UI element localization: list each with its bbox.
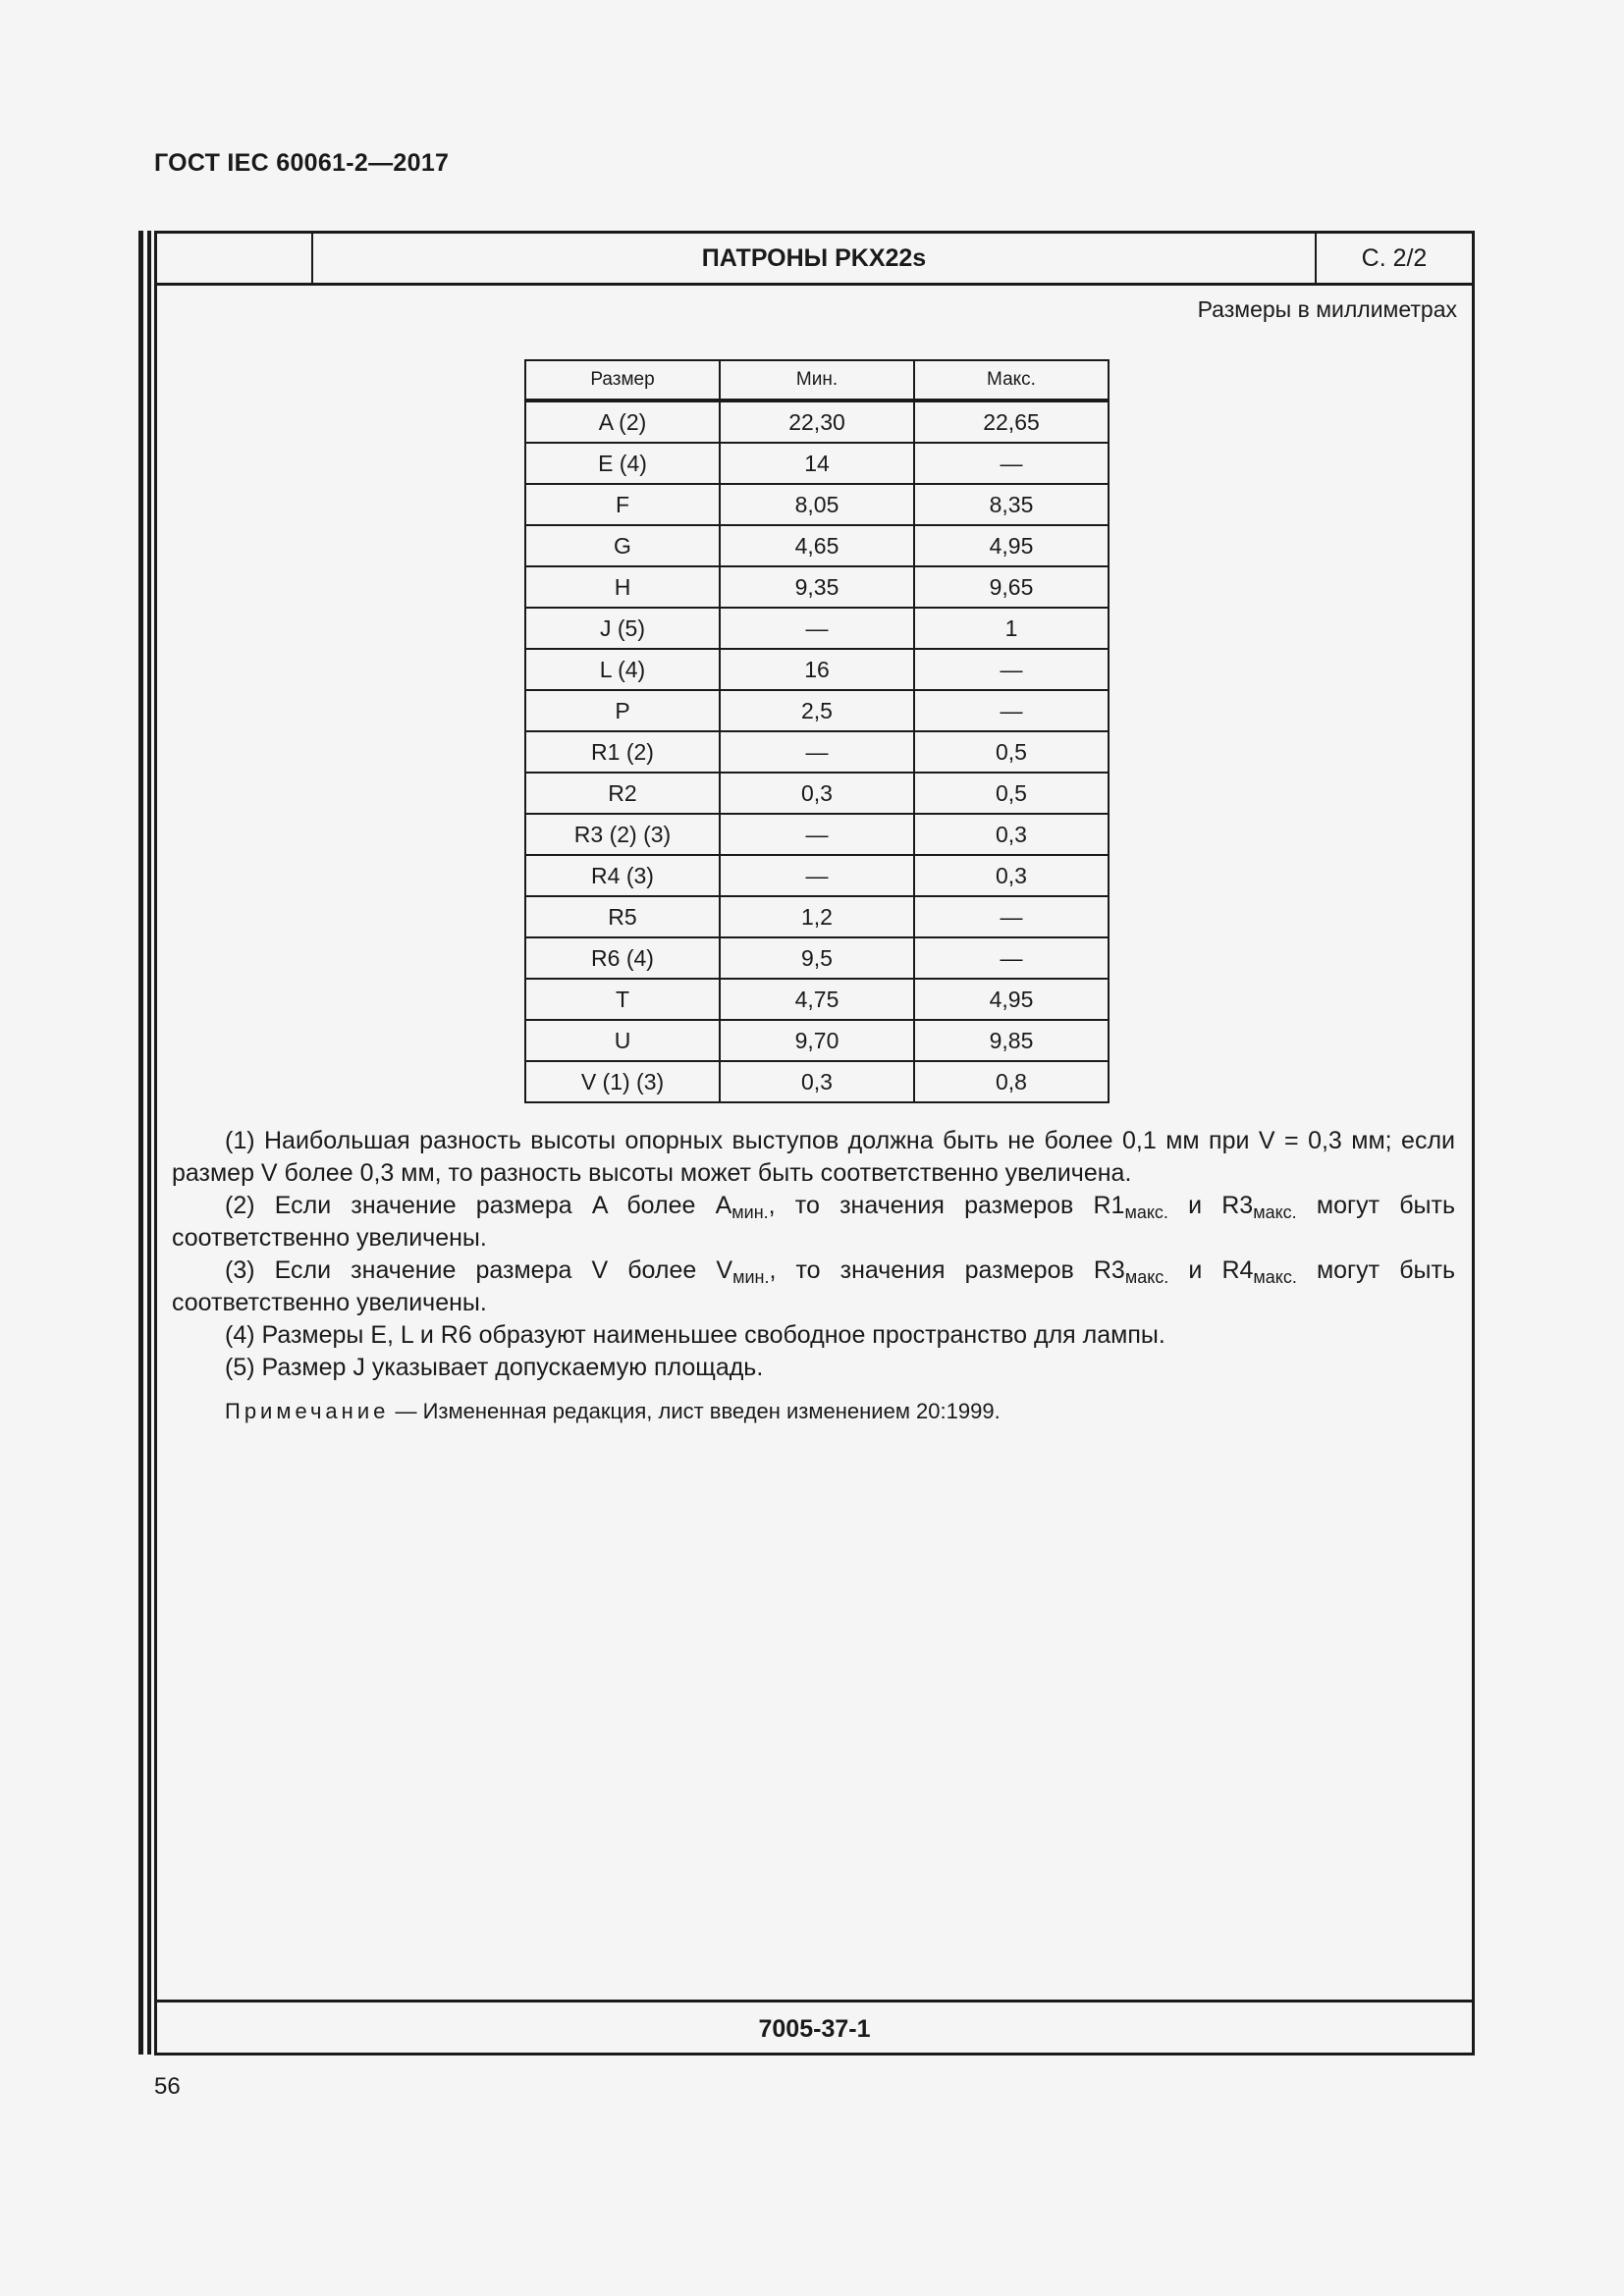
cell-max: 0,3	[914, 814, 1109, 855]
footnote-5: (5) Размер J указывает допускаемую площадь.	[225, 1354, 764, 1381]
cell-dimension: R4 (3)	[525, 855, 720, 896]
cell-dimension: J (5)	[525, 608, 720, 649]
cell-min: —	[720, 814, 914, 855]
cell-max: —	[914, 937, 1109, 979]
footnote-2-text-d: могут быть соответственно увеличены.	[172, 1192, 1455, 1252]
cell-dimension: G	[525, 525, 720, 566]
column-header-dimension: Размер	[525, 360, 720, 400]
cell-dimension: R6 (4)	[525, 937, 720, 979]
cell-dimension: V (1) (3)	[525, 1061, 720, 1102]
table-row	[525, 937, 1109, 979]
table-row	[525, 400, 1109, 443]
remark-text: Измененная редакция, лист введен изменением 20:1999.	[422, 1399, 1001, 1423]
cell-max: —	[914, 649, 1109, 690]
cell-min: 9,35	[720, 566, 914, 608]
footnotes	[172, 1125, 1455, 1384]
footnote-3-text-c: и R4	[1168, 1256, 1254, 1284]
cell-min: 0,3	[720, 1061, 914, 1102]
cell-max: 4,95	[914, 979, 1109, 1020]
footnote-3-text-a: (3) Если значение размера V более V	[225, 1256, 733, 1284]
sheet-frame	[154, 231, 1475, 2056]
footnote-3-sub-max-2: макс.	[1253, 1267, 1297, 1287]
footnote-2	[172, 1190, 1455, 1255]
footnote-4: (4) Размеры E, L и R6 образуют наименьшее свободное пространство для лампы.	[225, 1321, 1165, 1349]
cell-min: 4,65	[720, 525, 914, 566]
cell-max: 8,35	[914, 484, 1109, 525]
cell-dimension: R5	[525, 896, 720, 937]
column-header-max: Макс.	[914, 360, 1109, 400]
cell-max: 0,5	[914, 773, 1109, 814]
footnote-1: (1) Наибольшая разность высоты опорных выступов должна быть не более 0,1 мм при V = 0,3 мм; если размер V более 0,3 мм, то разность высоты может быть соответственно увеличена.	[172, 1127, 1455, 1187]
sheet-code: 7005-37-1	[157, 2000, 1472, 2056]
cell-max: —	[914, 896, 1109, 937]
table-row	[525, 608, 1109, 649]
cell-min: 9,5	[720, 937, 914, 979]
cell-dimension: F	[525, 484, 720, 525]
cell-max: 22,65	[914, 400, 1109, 443]
cell-dimension: R2	[525, 773, 720, 814]
cell-max: —	[914, 690, 1109, 731]
table-header-row	[525, 360, 1109, 400]
cell-dimension: E (4)	[525, 443, 720, 484]
cell-min: 2,5	[720, 690, 914, 731]
table-row	[525, 979, 1109, 1020]
table-row	[525, 855, 1109, 896]
sheet-title: ПАТРОНЫ PKX22s	[313, 234, 1317, 283]
cell-dimension: P	[525, 690, 720, 731]
table-row	[525, 690, 1109, 731]
cell-dimension: R1 (2)	[525, 731, 720, 773]
cell-min: —	[720, 608, 914, 649]
cell-max: 9,85	[914, 1020, 1109, 1061]
table-row	[525, 566, 1109, 608]
table-row	[525, 1061, 1109, 1102]
cell-max: 0,5	[914, 731, 1109, 773]
footnote-2-sub-min: мин.	[731, 1202, 769, 1222]
cell-min: 4,75	[720, 979, 914, 1020]
footnote-2-sub-max-2: макс.	[1253, 1202, 1297, 1222]
remark-dash: —	[389, 1399, 423, 1423]
cell-dimension: T	[525, 979, 720, 1020]
footnote-2-sub-max-1: макс.	[1124, 1202, 1168, 1222]
cell-dimension: L (4)	[525, 649, 720, 690]
footnote-3-text-d: могут быть соответственно увеличены.	[172, 1256, 1455, 1316]
sheet-title-row	[157, 234, 1472, 286]
table-row	[525, 896, 1109, 937]
cell-min: 14	[720, 443, 914, 484]
cell-max: 9,65	[914, 566, 1109, 608]
table-row	[525, 1020, 1109, 1061]
cell-max: 4,95	[914, 525, 1109, 566]
document-standard-header: ГОСТ IEC 60061-2—2017	[154, 149, 450, 177]
cell-min: 1,2	[720, 896, 914, 937]
table-row	[525, 731, 1109, 773]
footnote-2-text-b: , то значения размеров R1	[768, 1192, 1125, 1219]
cell-min: 22,30	[720, 400, 914, 443]
footnote-3-text-b: , то значения размеров R3	[769, 1256, 1125, 1284]
cell-dimension: A (2)	[525, 400, 720, 443]
table-row	[525, 525, 1109, 566]
remark-label: Примечание	[225, 1399, 390, 1423]
cell-max: —	[914, 443, 1109, 484]
table-row	[525, 484, 1109, 525]
cell-min: 0,3	[720, 773, 914, 814]
cell-dimension: H	[525, 566, 720, 608]
cell-min: —	[720, 855, 914, 896]
remark	[225, 1399, 1001, 1424]
left-margin-bar-inner	[147, 231, 151, 2055]
footnote-3-sub-max-1: макс.	[1124, 1267, 1169, 1287]
footnote-2-text-c: и R3	[1167, 1192, 1254, 1219]
cell-min: 9,70	[720, 1020, 914, 1061]
dimensions-table	[524, 359, 1110, 1103]
cell-dimension: R3 (2) (3)	[525, 814, 720, 855]
table-row	[525, 443, 1109, 484]
cell-min: 8,05	[720, 484, 914, 525]
footnote-3	[172, 1255, 1455, 1319]
title-cell-blank	[157, 234, 313, 283]
cell-min: —	[720, 731, 914, 773]
cell-max: 0,8	[914, 1061, 1109, 1102]
cell-max: 0,3	[914, 855, 1109, 896]
footnote-2-text-a: (2) Если значение размера A более A	[225, 1192, 732, 1219]
page-number: 56	[154, 2073, 181, 2100]
table-row	[525, 649, 1109, 690]
sheet-page-indicator: С. 2/2	[1361, 244, 1428, 272]
column-header-min: Мин.	[720, 360, 914, 400]
table-row	[525, 773, 1109, 814]
left-margin-bar	[138, 231, 143, 2055]
table-row	[525, 814, 1109, 855]
footnote-3-sub-min: мин.	[732, 1267, 770, 1287]
units-caption: Размеры в миллиметрах	[1197, 296, 1457, 322]
cell-dimension: U	[525, 1020, 720, 1061]
cell-max: 1	[914, 608, 1109, 649]
cell-min: 16	[720, 649, 914, 690]
